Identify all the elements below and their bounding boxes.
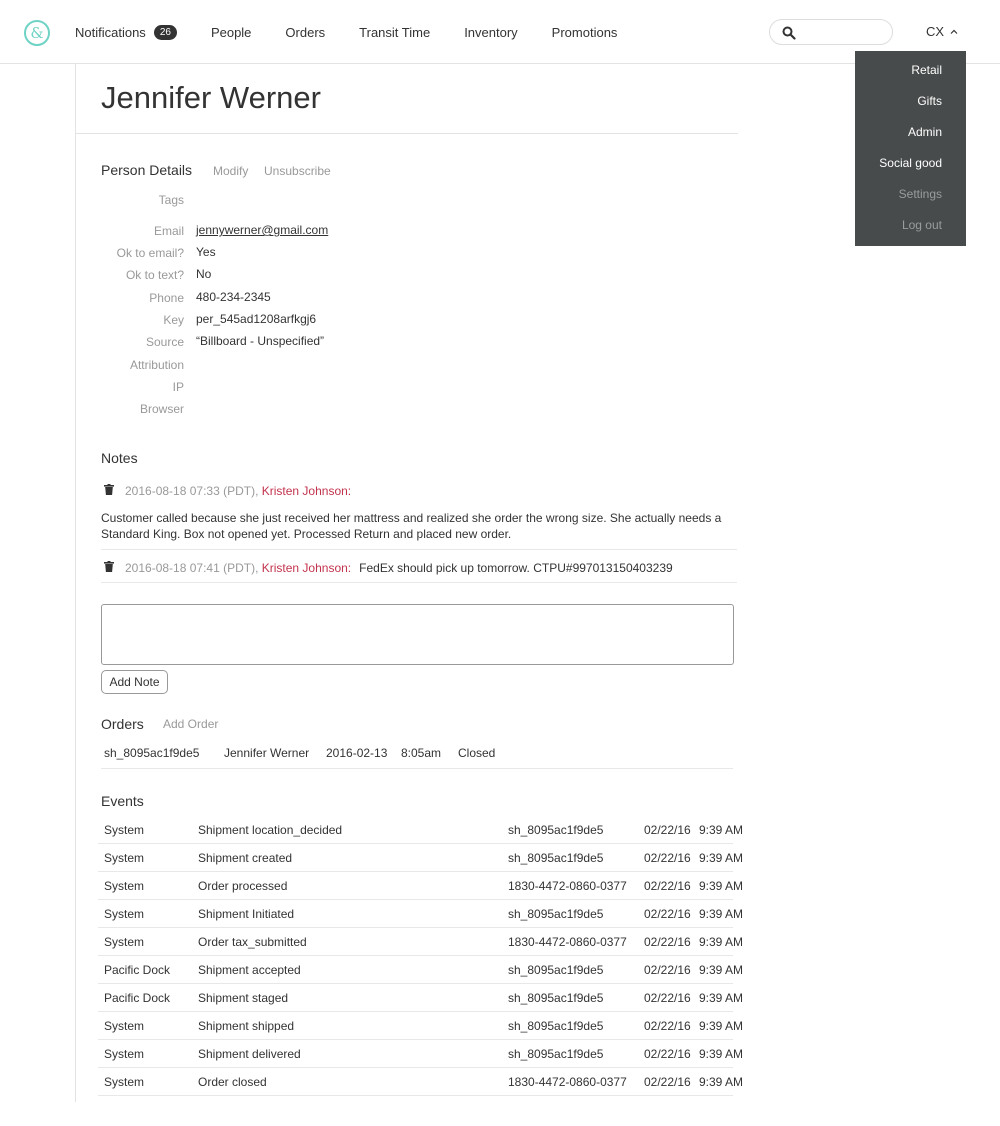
email-label: Email xyxy=(153,224,184,238)
nav-item-notifications[interactable] xyxy=(75,25,177,40)
events-heading: Events xyxy=(101,793,144,809)
add-order-link[interactable]: Add Order xyxy=(163,717,219,731)
account-dropdown-menu xyxy=(855,51,966,246)
brand-logo-icon[interactable]: & xyxy=(24,20,50,46)
event-source: Pacific Dock xyxy=(104,991,171,1005)
event-time: 9:39 AM xyxy=(699,935,744,949)
menu-item-admin[interactable]: Admin xyxy=(907,125,942,139)
nav-item-orders[interactable]: Orders xyxy=(285,24,326,40)
source-value: “Billboard - Unspecified” xyxy=(196,334,325,348)
add-note-button[interactable]: Add Note xyxy=(101,670,168,694)
event-time: 9:39 AM xyxy=(699,963,744,977)
event-reference: sh_8095ac1f9de5 xyxy=(508,1047,604,1061)
note-author[interactable]: Kristen Johnson: xyxy=(261,561,352,575)
event-date: 02/22/16 xyxy=(644,1019,691,1033)
order-time: 8:05am xyxy=(401,746,442,760)
new-note-textarea[interactable] xyxy=(101,604,734,665)
event-name: Shipment staged xyxy=(198,991,289,1005)
nav-item-transit-time[interactable]: Transit Time xyxy=(359,24,431,40)
phone-value: 480-234-2345 xyxy=(196,290,271,304)
event-time: 9:39 AM xyxy=(699,1075,744,1089)
menu-item-retail[interactable]: Retail xyxy=(911,63,942,77)
event-name: Order tax_submitted xyxy=(198,935,307,949)
key-value: per_545ad1208arfkgj6 xyxy=(196,312,317,326)
menu-item-social-good[interactable]: Social good xyxy=(879,156,942,170)
event-date: 02/22/16 xyxy=(644,851,691,865)
delete-note-trash-icon[interactable] xyxy=(104,561,114,572)
note-meta xyxy=(125,484,351,498)
event-row[interactable] xyxy=(98,928,744,956)
tags-label: Tags xyxy=(158,193,184,207)
event-row[interactable] xyxy=(98,1068,744,1096)
event-reference: 1830-4472-0860-0377 xyxy=(508,1075,627,1089)
event-source: System xyxy=(104,935,145,949)
event-source: System xyxy=(104,1047,145,1061)
order-date: 2016-02-13 xyxy=(326,746,388,760)
account-label: CX xyxy=(926,24,945,39)
event-source: Pacific Dock xyxy=(104,963,171,977)
event-time: 9:39 AM xyxy=(699,851,744,865)
title-divider xyxy=(76,133,738,134)
delete-note-trash-icon[interactable] xyxy=(104,484,114,495)
event-row[interactable] xyxy=(98,956,744,984)
event-row[interactable] xyxy=(98,984,744,1012)
event-source: System xyxy=(104,851,145,865)
event-row[interactable] xyxy=(98,1040,744,1068)
event-reference: sh_8095ac1f9de5 xyxy=(508,823,604,837)
search-box xyxy=(769,19,893,45)
event-date: 02/22/16 xyxy=(644,1047,691,1061)
browser-label: Browser xyxy=(139,402,184,416)
ok-to-email-label: Ok to email? xyxy=(116,246,184,260)
event-source: System xyxy=(104,1019,145,1033)
event-name: Order closed xyxy=(198,1075,267,1089)
event-name: Shipment location_decided xyxy=(198,823,343,837)
event-name: Shipment delivered xyxy=(198,1047,301,1061)
note-divider xyxy=(101,582,737,583)
order-status: Closed xyxy=(458,746,496,760)
event-source: System xyxy=(104,879,145,893)
search-icon[interactable] xyxy=(782,26,796,40)
nav-item-label: Notifications xyxy=(75,24,146,40)
note-text: FedEx should pick up tomorrow. CTPU#997013150403239 xyxy=(359,561,673,575)
content-left-divider xyxy=(75,64,76,1102)
event-name: Shipment created xyxy=(198,851,293,865)
event-row[interactable] xyxy=(98,1012,744,1040)
event-reference: sh_8095ac1f9de5 xyxy=(508,963,604,977)
menu-item-gifts[interactable]: Gifts xyxy=(917,94,942,108)
menu-item-log-out[interactable]: Log out xyxy=(901,218,942,232)
event-date: 02/22/16 xyxy=(644,1075,691,1089)
event-name: Shipment accepted xyxy=(198,963,301,977)
event-source: System xyxy=(104,907,145,921)
event-source: System xyxy=(104,1075,145,1089)
orders-heading: Orders xyxy=(101,716,144,732)
event-date: 02/22/16 xyxy=(644,907,691,921)
event-name: Shipment shipped xyxy=(198,1019,295,1033)
event-row[interactable] xyxy=(98,872,744,900)
ok-to-text-value: No xyxy=(196,267,212,281)
main-nav xyxy=(75,0,651,64)
event-reference: sh_8095ac1f9de5 xyxy=(508,851,604,865)
menu-item-settings[interactable]: Settings xyxy=(898,187,942,201)
chevron-up-icon xyxy=(950,28,958,36)
event-date: 02/22/16 xyxy=(644,935,691,949)
source-label: Source xyxy=(145,335,184,349)
notes-heading: Notes xyxy=(101,450,138,466)
ok-to-email-value: Yes xyxy=(196,245,216,259)
event-time: 9:39 AM xyxy=(699,907,744,921)
nav-item-inventory[interactable]: Inventory xyxy=(464,24,518,40)
event-date: 02/22/16 xyxy=(644,879,691,893)
event-reference: 1830-4472-0860-0377 xyxy=(508,935,627,949)
event-reference: 1830-4472-0860-0377 xyxy=(508,879,627,893)
event-date: 02/22/16 xyxy=(644,963,691,977)
email-link[interactable]: jennywerner@gmail.com xyxy=(196,223,329,237)
ok-to-text-label: Ok to text? xyxy=(125,268,184,282)
order-customer-name: Jennifer Werner xyxy=(224,746,310,760)
event-time: 9:39 AM xyxy=(699,991,744,1005)
page-title: Jennifer Werner xyxy=(101,80,321,115)
event-row[interactable] xyxy=(98,816,744,844)
modify-link[interactable]: Modify xyxy=(213,164,249,178)
event-time: 9:39 AM xyxy=(699,879,744,893)
event-date: 02/22/16 xyxy=(644,823,691,837)
orders-divider xyxy=(101,768,733,769)
top-nav-bar xyxy=(0,0,1000,64)
note-text: Customer called because she just received her mattress and realized she order the wrong size. She actually needs a Standard King. Box not opened yet. Processed Return and placed new order. xyxy=(101,511,722,541)
event-date: 02/22/16 xyxy=(644,991,691,1005)
key-label: Key xyxy=(163,313,184,327)
event-time: 9:39 AM xyxy=(699,823,744,837)
event-reference: sh_8095ac1f9de5 xyxy=(508,991,604,1005)
search-input[interactable] xyxy=(802,23,886,41)
event-reference: sh_8095ac1f9de5 xyxy=(508,907,604,921)
event-source: System xyxy=(104,823,145,837)
account-menu-toggle[interactable] xyxy=(926,24,958,39)
notifications-count-badge: 26 xyxy=(154,25,177,40)
event-name: Shipment Initiated xyxy=(198,907,295,921)
event-reference: sh_8095ac1f9de5 xyxy=(508,1019,604,1033)
attribution-label: Attribution xyxy=(129,358,184,372)
ip-label: IP xyxy=(172,380,184,394)
note-author[interactable]: Kristen Johnson: xyxy=(261,484,352,498)
note-timestamp: 2016-08-18 07:33 (PDT), xyxy=(125,484,262,498)
note-meta xyxy=(125,561,673,575)
event-row[interactable] xyxy=(98,844,744,872)
event-name: Order processed xyxy=(198,879,288,893)
nav-item-people[interactable]: People xyxy=(210,24,252,40)
event-time: 9:39 AM xyxy=(699,1047,744,1061)
note-divider xyxy=(101,549,737,550)
person-details-heading: Person Details xyxy=(101,162,193,178)
nav-item-promotions[interactable]: Promotions xyxy=(551,24,618,40)
event-time: 9:39 AM xyxy=(699,1019,744,1033)
event-row[interactable] xyxy=(98,900,744,928)
order-id[interactable]: sh_8095ac1f9de5 xyxy=(104,746,200,760)
note-timestamp: 2016-08-18 07:41 (PDT), xyxy=(125,561,262,575)
phone-label: Phone xyxy=(149,291,184,305)
unsubscribe-link[interactable]: Unsubscribe xyxy=(264,164,331,178)
